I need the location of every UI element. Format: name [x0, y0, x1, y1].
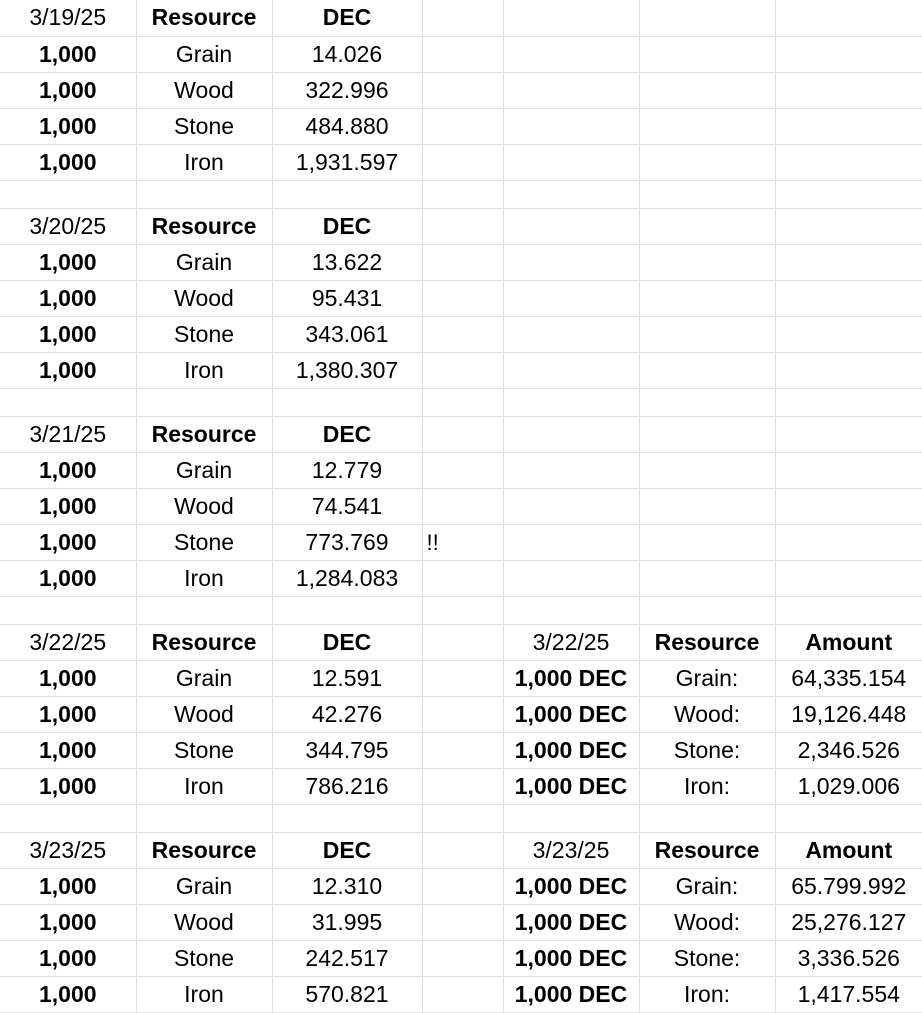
empty-cell[interactable] — [422, 832, 503, 868]
empty-cell[interactable] — [503, 804, 639, 832]
qty-cell[interactable]: 1,000 — [0, 904, 136, 940]
table-row — [0, 280, 922, 316]
qty-cell[interactable]: 1,000 — [0, 244, 136, 280]
resource-cell[interactable]: Iron — [136, 976, 272, 1012]
empty-cell[interactable] — [422, 0, 503, 36]
table-row — [0, 488, 922, 524]
dec-header-cell[interactable]: DEC — [272, 416, 422, 452]
empty-cell[interactable] — [503, 36, 639, 72]
empty-cell[interactable] — [422, 180, 503, 208]
empty-cell[interactable] — [422, 452, 503, 488]
resource-cell[interactable]: Wood: — [639, 904, 775, 940]
empty-cell[interactable] — [639, 804, 775, 832]
empty-cell[interactable] — [503, 0, 639, 36]
table-row — [0, 904, 922, 940]
empty-cell[interactable] — [639, 36, 775, 72]
qty-cell[interactable]: 1,000 — [0, 108, 136, 144]
amount-cell[interactable]: 19,126.448 — [775, 696, 922, 732]
dec-cell[interactable]: 242.517 — [272, 940, 422, 976]
empty-cell[interactable] — [639, 280, 775, 316]
empty-cell[interactable] — [503, 144, 639, 180]
date-cell[interactable]: 3/23/25 — [0, 832, 136, 868]
resource-cell[interactable]: Wood — [136, 280, 272, 316]
dec-header-cell[interactable]: DEC — [272, 832, 422, 868]
dec-header-cell[interactable]: DEC — [272, 624, 422, 660]
dec-cell[interactable]: 95.431 — [272, 280, 422, 316]
empty-cell[interactable] — [422, 108, 503, 144]
empty-cell[interactable] — [639, 452, 775, 488]
dec-cell[interactable]: 12.779 — [272, 452, 422, 488]
empty-cell[interactable] — [639, 488, 775, 524]
resource-header-cell[interactable]: Resource — [639, 624, 775, 660]
dec-qty-cell[interactable]: 1,000 DEC — [503, 696, 639, 732]
table-row — [0, 72, 922, 108]
empty-cell[interactable] — [503, 452, 639, 488]
empty-cell[interactable] — [775, 416, 922, 452]
spacer-row — [0, 180, 922, 208]
resource-header-cell[interactable]: Resource — [136, 416, 272, 452]
resource-cell[interactable]: Iron: — [639, 768, 775, 804]
date-cell[interactable]: 3/19/25 — [0, 0, 136, 36]
dec-cell[interactable]: 1,284.083 — [272, 560, 422, 596]
amount-cell[interactable]: 1,029.006 — [775, 768, 922, 804]
qty-cell[interactable]: 1,000 — [0, 316, 136, 352]
empty-cell[interactable] — [639, 72, 775, 108]
dec-cell[interactable]: 1,931.597 — [272, 144, 422, 180]
empty-cell[interactable] — [503, 596, 639, 624]
resource-cell[interactable]: Wood — [136, 488, 272, 524]
resource-cell[interactable]: Stone: — [639, 732, 775, 768]
dec-cell[interactable]: 12.310 — [272, 868, 422, 904]
dec-cell[interactable]: 570.821 — [272, 976, 422, 1012]
empty-cell[interactable] — [775, 596, 922, 624]
qty-cell[interactable]: 1,000 — [0, 940, 136, 976]
empty-cell[interactable] — [136, 596, 272, 624]
table-row — [0, 696, 922, 732]
dec-cell[interactable]: 773.769 — [272, 524, 422, 560]
dec-qty-cell[interactable]: 1,000 DEC — [503, 732, 639, 768]
empty-cell[interactable] — [639, 244, 775, 280]
dec-cell[interactable]: 322.996 — [272, 72, 422, 108]
table-row — [0, 732, 922, 768]
date-cell[interactable]: 3/22/25 — [0, 624, 136, 660]
empty-cell[interactable] — [775, 36, 922, 72]
empty-cell[interactable] — [422, 732, 503, 768]
qty-cell[interactable]: 1,000 — [0, 976, 136, 1012]
header-row — [0, 624, 922, 660]
empty-cell[interactable] — [422, 976, 503, 1012]
qty-cell[interactable]: 1,000 — [0, 660, 136, 696]
header-row — [0, 832, 922, 868]
dec-cell[interactable]: 344.795 — [272, 732, 422, 768]
resource-header-cell[interactable]: Resource — [136, 208, 272, 244]
qty-cell[interactable]: 1,000 — [0, 560, 136, 596]
qty-cell[interactable]: 1,000 — [0, 488, 136, 524]
empty-cell[interactable] — [422, 560, 503, 596]
resource-cell[interactable]: Wood: — [639, 696, 775, 732]
resource-header-cell[interactable]: Resource — [136, 0, 272, 36]
dec-qty-cell[interactable]: 1,000 DEC — [503, 940, 639, 976]
empty-cell[interactable] — [422, 316, 503, 352]
table-row — [0, 524, 922, 560]
resource-header-cell[interactable]: Resource — [136, 624, 272, 660]
empty-cell[interactable] — [639, 108, 775, 144]
resource-cell[interactable]: Stone — [136, 524, 272, 560]
qty-cell[interactable]: 1,000 — [0, 768, 136, 804]
empty-cell[interactable] — [422, 868, 503, 904]
empty-cell[interactable] — [136, 388, 272, 416]
resource-cell[interactable]: Iron — [136, 352, 272, 388]
empty-cell[interactable] — [503, 72, 639, 108]
spacer-row — [0, 388, 922, 416]
empty-cell[interactable] — [422, 416, 503, 452]
empty-cell[interactable] — [775, 560, 922, 596]
resource-cell[interactable]: Grain — [136, 660, 272, 696]
empty-cell[interactable] — [775, 452, 922, 488]
empty-cell[interactable] — [422, 244, 503, 280]
amount-cell[interactable]: 25,276.127 — [775, 904, 922, 940]
resource-cell[interactable]: Grain: — [639, 868, 775, 904]
empty-cell[interactable] — [422, 904, 503, 940]
empty-cell[interactable] — [422, 352, 503, 388]
resource-cell[interactable]: Wood — [136, 696, 272, 732]
dec-cell[interactable]: 343.061 — [272, 316, 422, 352]
table-row — [0, 352, 922, 388]
empty-cell[interactable] — [422, 144, 503, 180]
empty-cell[interactable] — [775, 352, 922, 388]
qty-cell[interactable]: 1,000 — [0, 868, 136, 904]
empty-cell[interactable] — [503, 416, 639, 452]
dec-cell[interactable]: 31.995 — [272, 904, 422, 940]
empty-cell[interactable] — [639, 208, 775, 244]
qty-cell[interactable]: 1,000 — [0, 280, 136, 316]
qty-cell[interactable]: 1,000 — [0, 696, 136, 732]
header-row — [0, 0, 922, 36]
resource-cell[interactable]: Iron — [136, 768, 272, 804]
empty-cell[interactable] — [422, 72, 503, 108]
empty-cell[interactable] — [0, 804, 136, 832]
table-row — [0, 244, 922, 280]
empty-cell[interactable] — [775, 488, 922, 524]
empty-cell[interactable] — [136, 804, 272, 832]
empty-cell[interactable] — [639, 0, 775, 36]
amount-header-cell[interactable]: Amount — [775, 832, 922, 868]
empty-cell[interactable] — [639, 524, 775, 560]
empty-cell[interactable] — [775, 524, 922, 560]
empty-cell[interactable] — [503, 244, 639, 280]
table-row — [0, 316, 922, 352]
empty-cell[interactable] — [422, 208, 503, 244]
header-row — [0, 208, 922, 244]
date-cell[interactable]: 3/22/25 — [503, 624, 639, 660]
empty-cell[interactable] — [639, 352, 775, 388]
table-row — [0, 144, 922, 180]
dec-header-cell[interactable]: DEC — [272, 0, 422, 36]
empty-cell[interactable] — [775, 144, 922, 180]
empty-cell[interactable] — [639, 388, 775, 416]
dec-cell[interactable]: 42.276 — [272, 696, 422, 732]
resource-cell[interactable]: Grain — [136, 36, 272, 72]
empty-cell[interactable] — [503, 488, 639, 524]
empty-cell[interactable] — [422, 624, 503, 660]
amount-cell[interactable]: 65.799.992 — [775, 868, 922, 904]
empty-cell[interactable] — [503, 352, 639, 388]
empty-cell[interactable] — [775, 280, 922, 316]
table-row — [0, 108, 922, 144]
empty-cell[interactable] — [422, 596, 503, 624]
empty-cell[interactable] — [272, 596, 422, 624]
date-cell[interactable]: 3/21/25 — [0, 416, 136, 452]
empty-cell[interactable] — [422, 280, 503, 316]
qty-cell[interactable]: 1,000 — [0, 524, 136, 560]
empty-cell[interactable] — [775, 244, 922, 280]
resource-cell[interactable]: Stone — [136, 316, 272, 352]
empty-cell[interactable] — [503, 108, 639, 144]
resource-cell[interactable]: Iron — [136, 560, 272, 596]
resource-cell[interactable]: Stone: — [639, 940, 775, 976]
dec-qty-cell[interactable]: 1,000 DEC — [503, 868, 639, 904]
empty-cell[interactable] — [639, 596, 775, 624]
dec-cell[interactable]: 13.622 — [272, 244, 422, 280]
empty-cell[interactable] — [775, 208, 922, 244]
empty-cell[interactable] — [639, 144, 775, 180]
resource-cell[interactable]: Wood — [136, 72, 272, 108]
qty-cell[interactable]: 1,000 — [0, 72, 136, 108]
empty-cell[interactable] — [775, 108, 922, 144]
empty-cell[interactable] — [775, 72, 922, 108]
amount-header-cell[interactable]: Amount — [775, 624, 922, 660]
resource-cell[interactable]: Stone — [136, 732, 272, 768]
empty-cell[interactable] — [422, 768, 503, 804]
table-row — [0, 768, 922, 804]
dec-cell[interactable]: 12.591 — [272, 660, 422, 696]
table-row — [0, 940, 922, 976]
dec-header-cell[interactable]: DEC — [272, 208, 422, 244]
empty-cell[interactable] — [272, 388, 422, 416]
empty-cell[interactable] — [422, 488, 503, 524]
empty-cell[interactable] — [775, 0, 922, 36]
amount-cell[interactable]: 2,346.526 — [775, 732, 922, 768]
dec-qty-cell[interactable]: 1,000 DEC — [503, 660, 639, 696]
empty-cell[interactable] — [136, 180, 272, 208]
qty-cell[interactable]: 1,000 — [0, 732, 136, 768]
resource-cell[interactable]: Stone — [136, 940, 272, 976]
resource-cell[interactable]: Iron — [136, 144, 272, 180]
qty-cell[interactable]: 1,000 — [0, 144, 136, 180]
empty-cell[interactable] — [503, 316, 639, 352]
qty-cell[interactable]: 1,000 — [0, 36, 136, 72]
amount-cell[interactable]: 1,417.554 — [775, 976, 922, 1012]
dec-cell[interactable]: 484.880 — [272, 108, 422, 144]
empty-cell[interactable] — [422, 660, 503, 696]
resource-cell[interactable]: Grain — [136, 244, 272, 280]
empty-cell[interactable] — [0, 180, 136, 208]
empty-cell[interactable] — [422, 940, 503, 976]
table-row — [0, 868, 922, 904]
table-row — [0, 560, 922, 596]
resource-cell[interactable]: Stone — [136, 108, 272, 144]
empty-cell[interactable] — [775, 804, 922, 832]
empty-cell[interactable] — [639, 560, 775, 596]
amount-cell[interactable]: 64,335.154 — [775, 660, 922, 696]
date-cell[interactable]: 3/20/25 — [0, 208, 136, 244]
resource-cell[interactable]: Grain: — [639, 660, 775, 696]
dec-cell[interactable]: 786.216 — [272, 768, 422, 804]
amount-cell[interactable]: 3,336.526 — [775, 940, 922, 976]
empty-cell[interactable] — [775, 388, 922, 416]
spacer-row — [0, 804, 922, 832]
empty-cell[interactable] — [422, 388, 503, 416]
empty-cell[interactable] — [639, 416, 775, 452]
resource-header-cell[interactable]: Resource — [639, 832, 775, 868]
empty-cell[interactable] — [422, 804, 503, 832]
table-row — [0, 452, 922, 488]
empty-cell[interactable] — [503, 208, 639, 244]
table-row — [0, 976, 922, 1012]
resource-cell[interactable]: Grain — [136, 868, 272, 904]
spacer-row — [0, 596, 922, 624]
dec-qty-cell[interactable]: 1,000 DEC — [503, 976, 639, 1012]
dec-qty-cell[interactable]: 1,000 DEC — [503, 904, 639, 940]
empty-cell[interactable] — [422, 696, 503, 732]
empty-cell[interactable] — [639, 180, 775, 208]
empty-cell[interactable] — [272, 804, 422, 832]
dec-qty-cell[interactable]: 1,000 DEC — [503, 768, 639, 804]
empty-cell[interactable] — [0, 596, 136, 624]
empty-cell[interactable] — [503, 560, 639, 596]
dec-cell[interactable]: 1,380.307 — [272, 352, 422, 388]
empty-cell[interactable] — [503, 524, 639, 560]
empty-cell[interactable] — [639, 316, 775, 352]
empty-cell[interactable] — [422, 36, 503, 72]
resource-cell[interactable]: Grain — [136, 452, 272, 488]
empty-cell[interactable] — [503, 180, 639, 208]
header-row — [0, 416, 922, 452]
dec-cell[interactable]: 74.541 — [272, 488, 422, 524]
resource-header-cell[interactable]: Resource — [136, 832, 272, 868]
note-cell[interactable]: !! — [422, 524, 503, 560]
empty-cell[interactable] — [503, 280, 639, 316]
resource-cell[interactable]: Wood — [136, 904, 272, 940]
date-cell[interactable]: 3/23/25 — [503, 832, 639, 868]
resource-cell[interactable]: Iron: — [639, 976, 775, 1012]
empty-cell[interactable] — [775, 316, 922, 352]
empty-cell[interactable] — [272, 180, 422, 208]
table-row — [0, 660, 922, 696]
qty-cell[interactable]: 1,000 — [0, 352, 136, 388]
empty-cell[interactable] — [503, 388, 639, 416]
qty-cell[interactable]: 1,000 — [0, 452, 136, 488]
dec-cell[interactable]: 14.026 — [272, 36, 422, 72]
empty-cell[interactable] — [775, 180, 922, 208]
empty-cell[interactable] — [0, 388, 136, 416]
table-row — [0, 36, 922, 72]
